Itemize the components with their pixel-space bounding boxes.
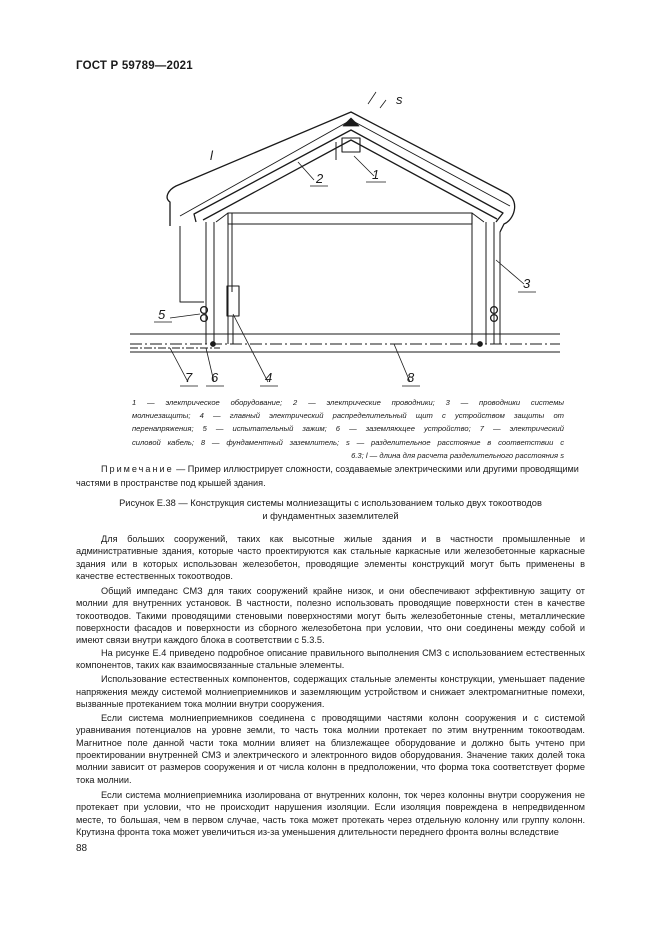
paragraph: Использование естественных компонентов, содержащих стальные элементы конструкции, уменьшает падение напряжения между системой молниеприемников и заземляющим устройством и снижает электромагнитные помехи, вызванные протеканием тока молнии внутри сооружения. [76,674,585,709]
air-termination-line [180,120,510,216]
page-number: 88 [76,843,88,854]
legend-line: 1 — электрическое оборудование; 2 — электрические проводники; 3 — проводники системы [132,398,564,407]
label-s: s [396,92,403,107]
paragraph: Если система молниеприемников соединена с проводящими частями колонн сооружения и с системой уравнивания потенциалов на уровне земли, то часть тока молнии протекает по этим внутренним токоотводам. Магнитное поле данной части тока молнии влияет на близлежащее оборудование и должно быть учтено при проектировании внутренней СМЗ и электрического и электронного видов оборудования. Значение таких долей тока молнии зависит от размеров сооружения и от числа колонн в предположении, что форма тока соответствует форме тока молнии. [76,713,585,785]
legend-line: перенапряжения; 5 — испытательный зажим; 6 — заземляющее устройство; 7 — электрический [132,424,564,434]
document-header: ГОСТ Р 59789—2021 [76,60,193,72]
ceiling-line [228,213,472,224]
lightning-protection-diagram [110,82,590,388]
wall-conductor-left [206,222,214,344]
label-4: 4 [265,370,273,385]
caption-line-1: Рисунок Е.38 — Конструкция системы молниезащиты с использованием только двух токоотводов [119,498,542,508]
figure-e38 [110,82,590,388]
legend-line: силовой кабель; 8 — фундаментный заземлитель; s — разделительное расстояние в соответствии с [132,437,564,447]
paragraph: Для больших сооружений, таких как высотные жилые здания и в частности промышленные и административные здания, которые часто проектируются как стальные каркасные или железобетонные каркасные здания или в которых использован железобетон, проводящие элементы конструкций могут быть применены в качестве естественных токоотводов. [76,534,585,581]
roof-outer-contour [167,112,515,232]
caption-line-2: и фундаментных заземлителей [262,510,399,521]
down-conductor-left [180,226,204,302]
roof-inner-contour [194,130,503,222]
label-2: 2 [316,171,324,186]
figure-note [76,462,585,490]
legend-line: молниезащиты; 4 — главный электрический распределительный щит с устройством защиты от [132,411,564,421]
paragraph: Если система молниеприемника изолирована от внутренних колонн, ток через колонны внутри сооружения не протекает при условии, что не происходит нарушения изоляции. Если изоляция повреждена в непредвиденном месте, то большая, чем в первом случае, часть тока может протекать через отдельную колонну или группу колонн. Крутизна фронта тока может увеличиться из-за уменьшения длительности переднего фронта волны вследствие [76,789,585,837]
label-8: 8 [407,370,415,385]
note-tag: Примечание [101,464,174,474]
label-3: 3 [523,276,531,291]
label-7: 7 [185,370,193,385]
figure-caption [76,497,585,522]
paragraph: На рисунке Е.4 приведено подробное описание правильного выполнения СМЗ с использованием естественных компонентов, таких как взаимосвязанные стальные элементы. [76,647,585,670]
note-text: — Пример иллюстрирует сложности, создаваемые электрическими или другими проводящими частями в пространстве под крышей здания. [76,464,579,488]
legend-line: 6.3; l — длина для расчета разделительного расстояния s [351,450,564,460]
figure-legend [132,396,564,462]
wall-conductor-right [486,222,494,344]
label-l: l [210,148,213,163]
label-1: 1 [372,167,380,182]
label-6: 6 [211,370,219,385]
paragraph: Общий импеданс СМЗ для таких сооружений крайне низок, и они обеспечивают эффективную защиту от молнии для внутренних установок. В частности, полезно использовать проводящие поверхности стен в качестве токоотводов. Такими проводящими стеновыми поверхностями могут быть железобетонные стены, металлические поверхности фасадов и поверхности из сборного железобетона при условии, что они соединены между собой и имеют связи внутри каждого блока в соответствии с 5.3.5. [76,586,585,646]
label-5: 5 [158,307,166,322]
body-text [76,533,585,838]
distribution-board [227,286,239,316]
